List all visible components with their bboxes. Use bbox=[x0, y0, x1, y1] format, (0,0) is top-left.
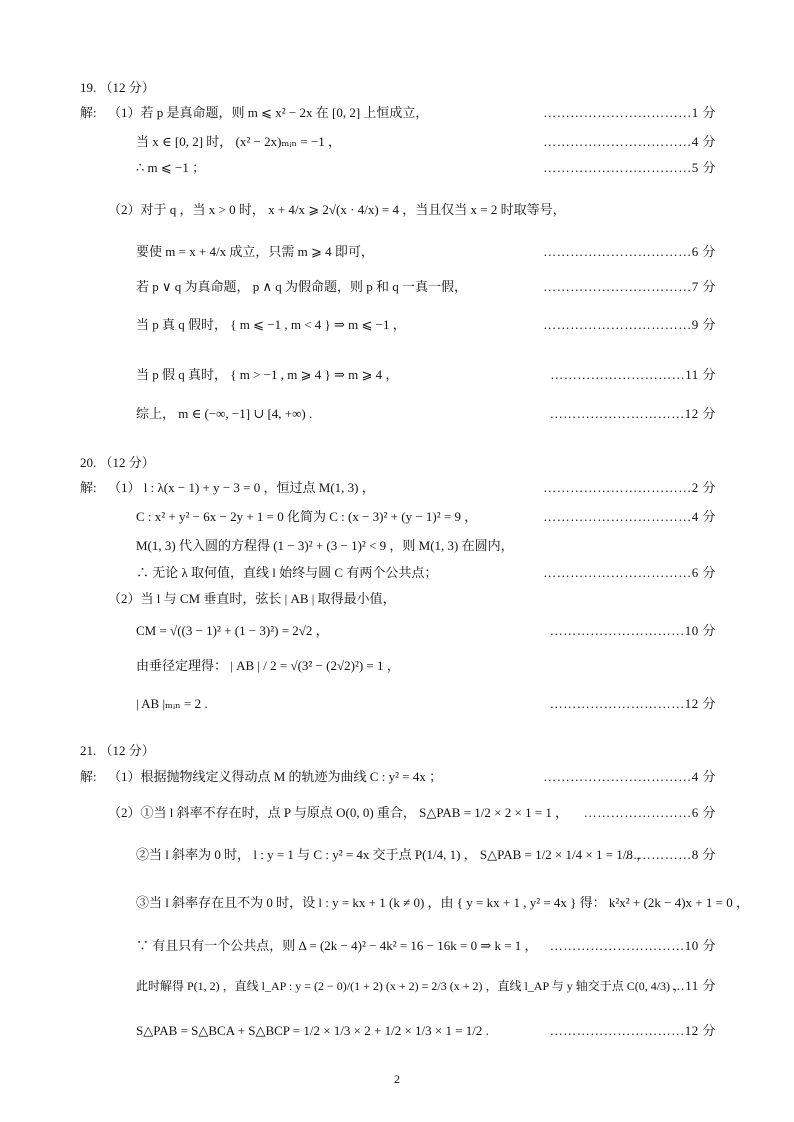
problem-21-line-3 bbox=[0, 845, 794, 869]
score-marker: ……………………………4 分 bbox=[543, 509, 716, 524]
score-marker: ……………………6 分 bbox=[583, 805, 716, 820]
solution-text: | AB |ₘᵢₙ = 2 . bbox=[136, 696, 208, 711]
score-marker: ……………………………2 分 bbox=[543, 480, 716, 495]
score-marker: ……………………………6 分 bbox=[543, 244, 716, 259]
problem-header: 20. （12 分） bbox=[80, 455, 155, 470]
solution-label: 解: bbox=[80, 480, 97, 495]
problem-20-line-5 bbox=[0, 589, 794, 613]
solution-text: C : x² + y² − 6x − 2y + 1 = 0 化简为 C : (x − 3)² + (y − 1)² = 9 ， bbox=[136, 509, 478, 524]
problem-20-line-3 bbox=[0, 536, 794, 560]
solution-text: M(1, 3) 代入圆的方程得 (1 − 3)² + (3 − 1)² < 9 ，则 M(1, 3) 在圆内， bbox=[136, 538, 514, 553]
problem-19-line-9 bbox=[0, 404, 794, 428]
problem-19-line-6 bbox=[0, 277, 794, 301]
problem-21-line-2 bbox=[0, 803, 794, 827]
score-marker: …………………………11 分 bbox=[550, 367, 716, 382]
solution-text: ∴ 无论 λ 取何值，直线 l 始终与圆 C 有两个公共点； bbox=[136, 565, 438, 580]
problem-19-line-1 bbox=[0, 103, 794, 127]
problem-19-header bbox=[0, 78, 794, 102]
score-marker: ……………………………5 分 bbox=[543, 160, 716, 175]
score-marker: ……………………………1 分 bbox=[543, 105, 716, 120]
problem-21-line-4 bbox=[0, 893, 794, 917]
solution-text: （1） l : λ(x − 1) + y − 3 = 0 ，恒过点 M(1, 3) ， bbox=[108, 480, 375, 495]
score-marker: …………………………10 分 bbox=[549, 938, 716, 953]
problem-21-line-1 bbox=[0, 767, 794, 791]
score-marker: ……………………………4 分 bbox=[543, 769, 716, 784]
score-marker: ……………………………4 分 bbox=[543, 134, 716, 149]
problem-20-header bbox=[0, 453, 794, 477]
problem-21-header bbox=[0, 741, 794, 765]
problem-20-line-7 bbox=[0, 656, 794, 680]
problem-19-line-7 bbox=[0, 315, 794, 339]
problem-21-line-5 bbox=[0, 936, 794, 960]
solution-text: ∴ m ⩽ −1 ； bbox=[136, 160, 206, 175]
solution-text: CM = √((3 − 1)² + (1 − 3)²) = 2√2 ， bbox=[136, 623, 329, 638]
score-marker: …………………………12 分 bbox=[549, 1023, 716, 1038]
solution-label: 解: bbox=[80, 105, 97, 120]
score-marker: …………………………12 分 bbox=[549, 696, 716, 711]
problem-19-line-5 bbox=[0, 242, 794, 266]
solution-text: S△PAB = S△BCA + S△BCP = 1/2 × 1/3 × 2 + 1/2 × 1/3 × 1 = 1/2 . bbox=[136, 1023, 489, 1038]
solution-text: （1）根据抛物线定义得动点 M 的轨迹为曲线 C : y² = 4x ； bbox=[108, 769, 443, 784]
solution-text: ②当 l 斜率为 0 时， l : y = 1 与 C : y² = 4x 交于点 P(1/4, 1) ， S△PAB = 1/2 × 1/4 × 1 = 1/8 ， bbox=[136, 847, 650, 862]
score-marker: …………………………12 分 bbox=[549, 406, 716, 421]
solution-text: 此时解得 P(1, 2) ，直线 l_AP : y = (2 − 0)/(1 + 2) (x + 2) = 2/3 (x + 2) ，直线 l_AP 与 y 轴交于点 C(0, 4/3) ， bbox=[136, 979, 686, 993]
problem-20-line-6 bbox=[0, 621, 794, 645]
solution-text: ③当 l 斜率存在且不为 0 时，设 l : y = kx + 1 (k ≠ 0) ，由 { y = kx + 1 , y² = 4x } 得： k²x² + (2k − 4)x + 1 = 0 ， bbox=[136, 895, 749, 910]
solution-label: 解: bbox=[80, 769, 97, 784]
solution-text: 要使 m = x + 4/x 成立，只需 m ⩾ 4 即可， bbox=[136, 244, 374, 259]
problem-20-line-1 bbox=[0, 478, 794, 502]
problem-19-line-2 bbox=[0, 132, 794, 156]
solution-text: 若 p ∨ q 为真命题， p ∧ q 为假命题，则 p 和 q 一真一假， bbox=[136, 279, 468, 294]
problem-19-line-3 bbox=[0, 158, 794, 182]
solution-text: 当 x ∈ [0, 2] 时， (x² − 2x)ₘᵢₙ = −1 ， bbox=[136, 134, 342, 149]
solution-text: ∵ 有且只有一个公共点，则 Δ = (2k − 4)² − 4k² = 16 − 16k = 0 ⇒ k = 1 ， bbox=[136, 938, 538, 953]
problem-header: 19. （12 分） bbox=[80, 80, 155, 95]
solution-text: 当 p 假 q 真时， { m > −1 , m ⩾ 4 } ⇒ m ⩾ 4 ， bbox=[136, 367, 399, 382]
page-number: 2 bbox=[394, 1072, 400, 1086]
problem-21-line-6 bbox=[0, 976, 794, 1000]
score-marker: ……………8 分 bbox=[624, 847, 716, 862]
problem-20-line-8 bbox=[0, 694, 794, 718]
score-marker: ……………………………6 分 bbox=[543, 565, 716, 580]
score-marker: ……………………………9 分 bbox=[543, 317, 716, 332]
score-marker: …11 分 bbox=[671, 978, 716, 993]
problem-19-line-4 bbox=[0, 200, 794, 224]
score-marker: …………………………10 分 bbox=[549, 623, 716, 638]
problem-20-line-2 bbox=[0, 507, 794, 531]
solution-text: （2）①当 l 斜率不存在时，点 P 与原点 O(0, 0) 重合， S△PAB = 1/2 × 2 × 1 = 1 ， bbox=[108, 805, 569, 820]
problem-20-line-4 bbox=[0, 563, 794, 587]
solution-text: （1）若 p 是真命题，则 m ⩽ x² − 2x 在 [0, 2] 上恒成立， bbox=[108, 105, 429, 120]
problem-19-line-8 bbox=[0, 365, 794, 389]
solution-text: 由垂径定理得： | AB | / 2 = √(3² − (2√2)²) = 1 ， bbox=[136, 658, 400, 673]
problem-21-line-7 bbox=[0, 1021, 794, 1045]
solution-text: 当 p 真 q 假时， { m ⩽ −1 , m < 4 } ⇒ m ⩽ −1 ， bbox=[136, 317, 406, 332]
solution-text: （2）当 l 与 CM 垂直时，弦长 | AB | 取得最小值， bbox=[108, 591, 396, 606]
problem-header: 21. （12 分） bbox=[80, 743, 155, 758]
solution-text: 综上， m ∈ (−∞, −1] ∪ [4, +∞) . bbox=[136, 406, 313, 421]
score-marker: ……………………………7 分 bbox=[543, 279, 716, 294]
solution-text: （2）对于 q ，当 x > 0 时， x + 4/x ⩾ 2√(x · 4/x) = 4 ，当且仅当 x = 2 时取等号， bbox=[108, 202, 566, 217]
